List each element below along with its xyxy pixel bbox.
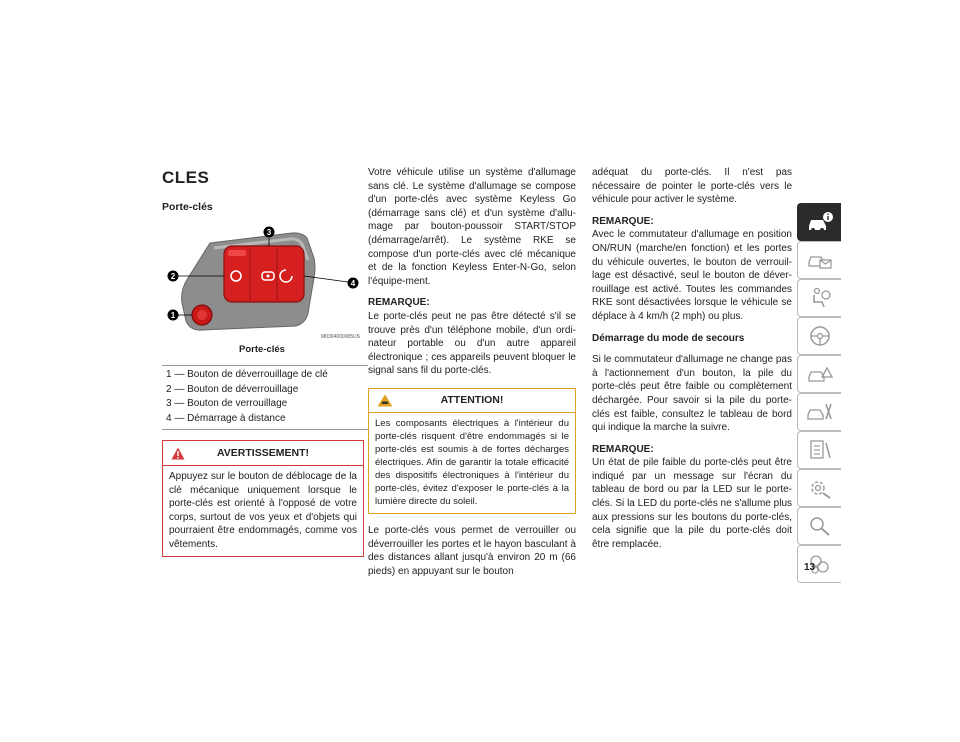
legend-item: 1 — Bouton de déverrouillage de clé bbox=[166, 369, 328, 380]
steering-wheel-icon bbox=[806, 324, 834, 348]
warning-title: AVERTISSEMENT! bbox=[217, 447, 309, 459]
right-column bbox=[592, 166, 792, 559]
tab-technical-specifications[interactable] bbox=[797, 431, 841, 469]
car-caution-icon bbox=[377, 393, 393, 416]
subsection-title: Porte-clés bbox=[162, 201, 213, 213]
legend-item: 4 — Démarrage à distance bbox=[166, 412, 286, 424]
caution-text: Les composants électriques à l'intérieur du porte-clés risquent d'être endommagés si le porte-clés est soumis à de fortes décharges électriques. Afin de garantir la totale efficacité des dispositifs électroniques à l'intérieur du porte-clés, évitez d'exposer le porte-clés à la lumière directe du soleil. bbox=[375, 417, 569, 507]
callout-2 bbox=[168, 271, 179, 282]
note-label: REMARQUE: bbox=[368, 297, 430, 309]
legend-item: 2 — Bouton de déverrouillage bbox=[166, 383, 299, 395]
caution-box bbox=[368, 388, 576, 514]
tab-starting-operating[interactable] bbox=[797, 317, 841, 355]
car-mail-icon bbox=[806, 248, 834, 272]
intro-paragraph: Votre véhicule utilise un système d'allumage sans clé. Le système d'allumage se compose d'un porte-clés avec système Keyless Go (démarrage sans clé) et d'un système d'allu-mage par bouton-poussoir START/STOP (démarrage/arrêt). Le système RKE se compose d'un porte-clés avec clé mécanique et de la fonction Keyless Enter-N-Go, selon l'équipe-ment. bbox=[368, 167, 576, 287]
tab-multimedia[interactable] bbox=[797, 469, 841, 507]
warning-text: Appuyez sur le bouton de déblocage de la clé mécanique uniquement lorsque le porte-clés est orienté à l'opposé de votre corps, surtout de vos yeux et d'objets qui pourraient être endommagés, comme vos vêtements. bbox=[169, 471, 357, 550]
svg-text:1: 1 bbox=[170, 311, 176, 320]
note-text: Avec le commutateur d'allumage en position ON/RUN (marche/en fonction) et les portes du véhicule ouvertes, le bouton de verrouil-lage est désactivé, seul le bouton de déver-rouillage est activé. Toutes les commandes RKE sont désactivées lorsque le véhicule se déplace à 4 km/h (2 mph) ou plus. bbox=[592, 229, 792, 322]
car-tools-icon bbox=[806, 400, 834, 424]
callout-1 bbox=[168, 310, 179, 321]
seat-airbag-icon bbox=[806, 286, 834, 310]
note-text: Un état de pile faible du porte-clés peut être indiqué par un message sur l'écran du tableau de bord ou par la LED sur le porte-clés. Si la LED du porte-clés ne s'allume plus aux pressions sur les boutons du porte-clés, cela signifie que la pile du porte-clés doit être remplacée. bbox=[592, 457, 792, 550]
note-label: REMARQUE: bbox=[592, 443, 654, 455]
page-number: 13 bbox=[804, 562, 816, 573]
section-title: CLES bbox=[162, 168, 210, 187]
tab-index[interactable] bbox=[797, 507, 841, 545]
tab-dashboard[interactable] bbox=[797, 241, 841, 279]
warning-triangle-icon bbox=[171, 445, 185, 469]
tab-safety[interactable] bbox=[797, 279, 841, 317]
svg-text:3: 3 bbox=[266, 228, 272, 237]
tab-emergency[interactable] bbox=[797, 355, 841, 393]
key-fob-figure bbox=[162, 218, 362, 340]
figure-code: M0304000005US bbox=[321, 334, 360, 340]
chapter-tabs bbox=[797, 203, 841, 583]
callout-3 bbox=[264, 227, 275, 238]
note-label: REMARQUE: bbox=[592, 215, 654, 227]
figure-caption: Porte-clés bbox=[239, 344, 285, 355]
note-text: Le porte-clés peut ne pas être détecté s'il se trouve près d'un téléphone mobile, d'un ordi-nateur portable ou d'un autre appareil électronique ; ces appareils peuvent bloquer le signal sans fil du porte-clés. bbox=[368, 310, 576, 377]
backup-mode-paragraph: Si le commutateur d'allumage ne change pas à l'actionnement d'un bouton, la pile du porte-clés peut être faible ou complètement déchargée. Pour savoir si la pile du porte-clés est faible, consultez le tableau de bord qui indique la marche la suivre. bbox=[592, 354, 792, 434]
activation-paragraph: adéquat du porte-clés. Il n'est pas nécessaire de pointer le porte-clés vers le véhicule pour activer le système. bbox=[592, 167, 792, 206]
car-warning-icon bbox=[806, 362, 834, 386]
callout-4 bbox=[348, 278, 359, 289]
magnifier-icon bbox=[806, 514, 834, 538]
range-paragraph: Le porte-clés vous permet de verrouiller ou déverrouiller les portes et le hayon basculant à des distances allant jusqu'à environ 20 m (66 pieds) en appuyant sur le bouton bbox=[368, 524, 576, 577]
figure-legend bbox=[162, 365, 368, 430]
car-info-icon bbox=[806, 210, 834, 234]
svg-text:4: 4 bbox=[350, 279, 356, 288]
backup-mode-heading: Démarrage du mode de secours bbox=[592, 332, 745, 344]
caution-header bbox=[369, 389, 575, 413]
caution-title: ATTENTION! bbox=[440, 393, 504, 406]
tab-servicing[interactable] bbox=[797, 393, 841, 431]
warning-header bbox=[163, 441, 363, 466]
legend-item: 3 — Bouton de verrouillage bbox=[166, 398, 288, 409]
svg-text:2: 2 bbox=[170, 272, 176, 281]
key-fob-illustration bbox=[162, 218, 362, 340]
checklist-tools-icon bbox=[806, 438, 834, 462]
tab-getting-to-know-vehicle[interactable] bbox=[797, 203, 841, 241]
gear-wrench-icon bbox=[806, 476, 834, 500]
warning-box bbox=[162, 440, 364, 557]
middle-column bbox=[368, 166, 576, 586]
